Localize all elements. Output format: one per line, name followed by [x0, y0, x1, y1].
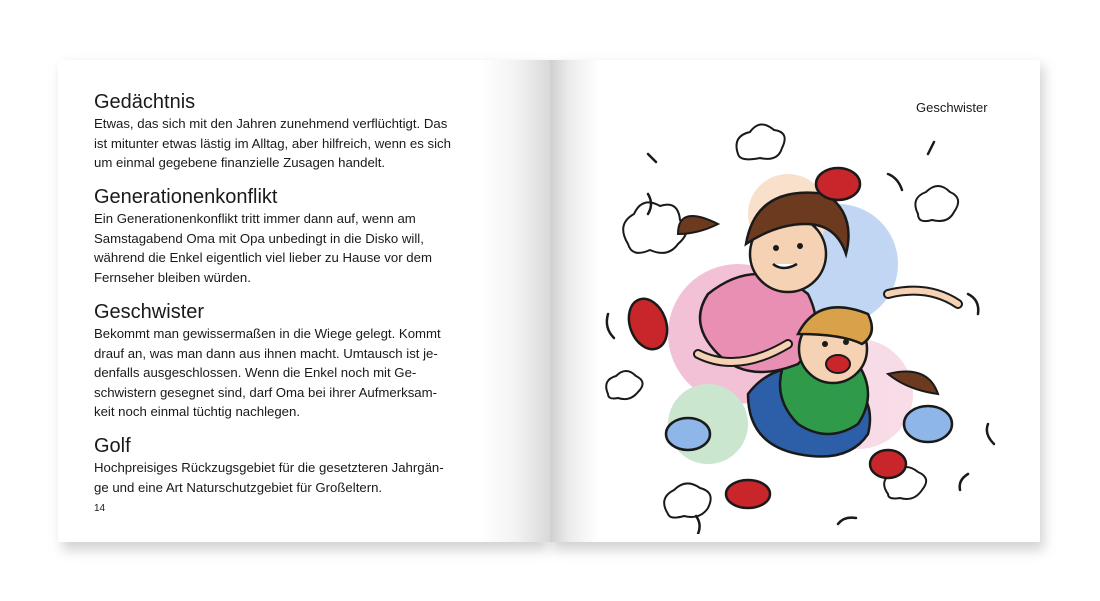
text-line: Etwas, das sich mit den Jahren zunehmend verflüchtigt. Das — [94, 116, 448, 131]
entry-golf — [94, 434, 514, 497]
text-line: Ein Generationenkonflikt tritt immer dann auf, wenn am — [94, 211, 416, 226]
boy-eye — [843, 339, 849, 345]
entry-title: Geschwister — [94, 301, 205, 323]
boy-eye — [822, 341, 828, 347]
left-page — [58, 60, 550, 542]
text-line: Fernseher bleiben würden. — [94, 269, 251, 285]
entry-title: Generationenkonflikt — [94, 186, 278, 208]
girl-eye — [797, 243, 803, 249]
text-line: drauf an, was man dann aus ihnen macht. Umtausch ist je- — [94, 345, 438, 361]
entry-text — [94, 114, 514, 173]
text-line: ist mitunter etwas lästig im Alltag, aber hilfreich, wenn es sich — [94, 135, 451, 151]
entry-title: Gedächtnis — [94, 91, 196, 113]
text-line: um einmal gegebene finanzielle Zusagen handelt. — [94, 155, 386, 170]
entry-text — [94, 209, 514, 287]
running-header: Geschwister — [916, 100, 988, 115]
entry-generationenkonflikt — [94, 185, 514, 287]
entry-gedaechtnis — [94, 90, 514, 173]
girl-eye — [773, 245, 779, 251]
entry-title: Golf — [94, 435, 131, 457]
right-page — [550, 60, 1040, 542]
text-line: während die Enkel eigentlich viel lieber zu Hause vor dem — [94, 250, 432, 265]
text-line: denfalls ausgeschlossen. Wenn die Enkel noch mit Ge- — [94, 365, 417, 380]
boy-mouth — [826, 355, 850, 373]
pigtail — [678, 216, 718, 234]
entry-geschwister — [94, 300, 514, 422]
text-line: keit noch einmal tüchtig nachlegen. — [94, 404, 301, 419]
sibling-fight-illustration — [588, 94, 1008, 534]
entry-text — [94, 458, 514, 497]
text-line: Hochpreisiges Rückzugsgebiet für die gesetzteren Jahrgän- — [94, 460, 444, 475]
text-line: Samstagabend Oma mit Opa unbedingt in die Disko will, — [94, 230, 424, 246]
text-line: ge und eine Art Naturschutzgebiet für Großeltern. — [94, 479, 383, 495]
text-line: Bekommt man gewissermaßen in die Wiege gelegt. Kommt — [94, 326, 441, 341]
page-number: 14 — [94, 503, 106, 514]
text-line: schwistern gesegnet sind, darf Oma bei ihrer Aufmerksam- — [94, 384, 438, 400]
entry-text — [94, 324, 514, 422]
